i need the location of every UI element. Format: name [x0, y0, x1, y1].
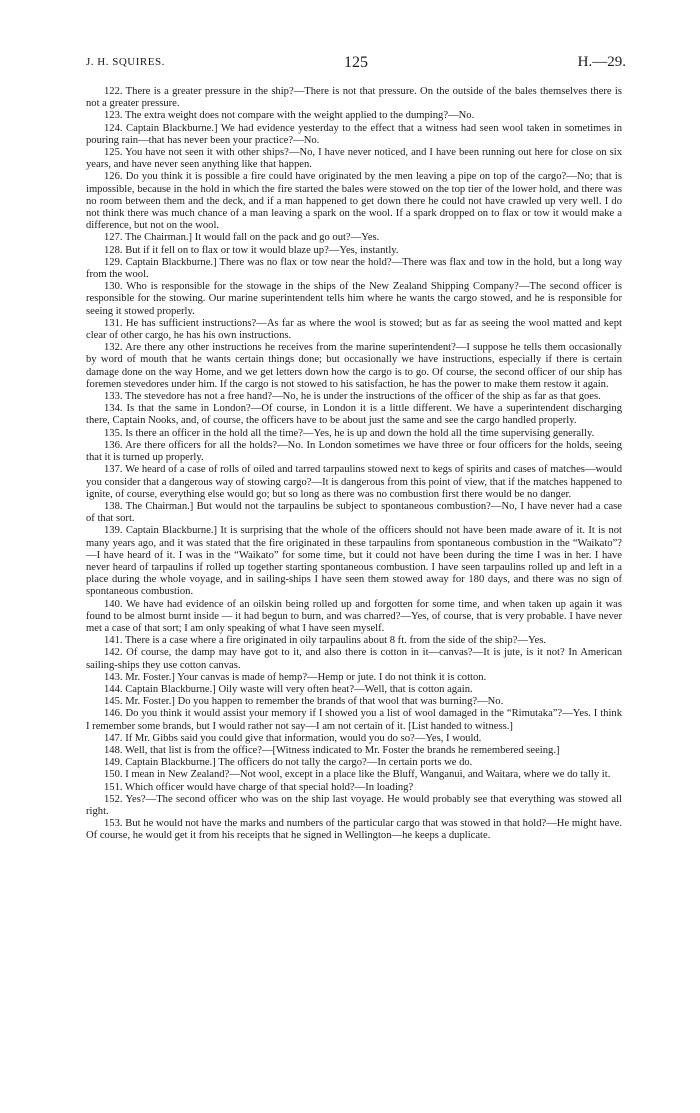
answer-text: —It is dangerous from this point of view, that if the matches happened to ignite, of course, everything else would go; but so long as there was no combustion first there would be no danger. — [86, 476, 622, 500]
answer-text: —Yes, of course, that is very probable. I have never met a case of that sort; I am only speaking of what I have seen myself. — [86, 610, 622, 634]
answer-text: —[Witness indicated to Mr. Foster the brands he remembered seeing.] — [261, 744, 560, 756]
question-text: 137. We heard of a case of rolls of oiled and tarred tarpaulins stowed next to kegs of spirits and cases of matches—would you consider that a dangerous way of stowing cargo? — [86, 464, 622, 488]
answer-text: —Not wool, except in a place like the Bluff, Wanganui, and Waitara, where we do tally it. — [229, 769, 611, 781]
answer-text: —Yes, I would. — [414, 732, 482, 744]
answer-text: —No. — [448, 110, 475, 122]
testimony-paragraph — [86, 635, 622, 647]
testimony-paragraph — [86, 708, 622, 732]
question-text: 138. The Chairman.] But would not the tarpaulins be subject to spontaneous combustion? — [104, 500, 491, 512]
answer-text: —In certain ports we do. — [366, 757, 473, 769]
answer-text: —No. In London sometimes we have three or four officers for the holds, seeing that it is turned up properly. — [86, 439, 622, 464]
question-text: 150. I mean in New Zealand? — [104, 769, 230, 781]
document-code: H.—29. — [577, 54, 626, 70]
answer-text: —No, I have never noticed, and I have been running out here for close on six years, and have never seen anything like that happen. — [86, 147, 622, 171]
answer-text: —I have heard of it. I was in the “Waikato” for some time, but it could not have been during the time I was in her. I have never heard of tarpaulins if rolled up together starting spontaneous combustion. I have seen tarpaulins rolled up and left in a place during the whole voyage, and in sailing-ships I have seen them stowed away for 180 days, and there was no sign of spontaneous combustion. — [86, 549, 622, 598]
question-text: 135. Is there an officer in the hold all the time? — [104, 427, 303, 439]
answer-text: —Well, that is cotton again. — [354, 683, 473, 695]
testimony-paragraph — [86, 769, 622, 781]
question-text: 146. Do you think it would assist your memory if I showed you a list of wool damaged in the “Rimutaka”? — [104, 708, 563, 720]
testimony-paragraph — [86, 342, 622, 391]
answer-text: —No; that is impossible, because in the hold in which the fire started the bales were stowed on the top tier of the lower hold, and there was no room between them and the deck, and if a man happened to get down there he could not have crawled up very well. I do not think there was much chance of a man leaving a spark on the wool. If a spark dropped on to flax or tow it would make a difference, but not on the wool. — [86, 171, 622, 232]
testimony-paragraph — [86, 501, 622, 525]
answer-text: —Of course, in London it is a little different. We have a superintendent discharging there, Captain Nooks, and, of course, the officers have to be about just the same and see the cargo handled properly. — [86, 403, 623, 427]
question-text: 145. Mr. Foster.] Do you happen to remember the brands of that wool that was burning? — [104, 696, 478, 708]
question-text: 147. If Mr. Gibbs said you could give that information, would you do so? — [104, 732, 415, 744]
testimony-paragraph — [86, 281, 622, 318]
answer-text: —There is not that pressure. On the outside of the bales themselves there is not a greater pressure. — [86, 86, 623, 110]
answer-text: —No. — [477, 696, 504, 708]
answer-text: —Yes. — [517, 635, 547, 647]
question-text: 132. Are there any other instructions he receives from the marine superintendent? — [104, 342, 456, 354]
answer-text: —Yes. I think I remember some brands, but I would rather not say—I am not certain of it. [List handed to witness.] — [86, 708, 622, 732]
question-text: 124. Captain Blackburne.] We had evidence yesterday to the effect that a witness had seen wool taken in sometimes in pouring rain—that has never been your practice? — [86, 122, 622, 146]
question-text: 127. The Chairman.] It would fall on the pack and go out? — [104, 232, 351, 244]
testimony-paragraph — [86, 86, 622, 110]
question-text: 133. The stevedore has not a free hand? — [104, 391, 273, 403]
testimony-paragraph — [86, 464, 622, 501]
question-text: 128. But if it fell on to flax or tow it would blaze up? — [104, 244, 329, 256]
question-text: 148. Well, that list is from the office? — [104, 744, 262, 756]
question-text: 134. Is that the same in London? — [104, 403, 251, 415]
testimony-paragraph — [86, 391, 622, 403]
question-text: 131. He has sufficient instructions? — [104, 317, 257, 329]
question-text: 151. Which officer would have charge of that special hold? — [104, 781, 355, 793]
testimony-paragraph — [86, 647, 622, 671]
witness-name: J. H. SQUIRES. — [86, 56, 165, 68]
question-text: 152. Yes? — [104, 793, 146, 805]
testimony-paragraph — [86, 745, 622, 757]
question-text: 153. But he would not have the marks and numbers of the particular cargo that was stowed in that hold? — [104, 818, 547, 830]
testimony-paragraph — [86, 525, 622, 598]
answer-text: —Yes. — [350, 232, 380, 244]
testimony-paragraph — [86, 757, 622, 769]
testimony-paragraph — [86, 696, 622, 708]
answer-text: —He might have. Of course, he would get it from his receipts that he signed in Wellington—he keeps a duplicate. — [86, 818, 622, 842]
testimony-paragraph — [86, 147, 622, 171]
answer-text: —The second officer who was on the ship last voyage. He would probably see that everything was stowed all right. — [86, 793, 622, 817]
testimony-paragraph — [86, 672, 622, 684]
testimony-paragraph — [86, 818, 622, 842]
answer-text: —No. — [293, 134, 320, 146]
testimony-paragraph — [86, 794, 622, 818]
answer-text: —Yes, instantly. — [328, 244, 399, 256]
testimony-paragraph — [86, 110, 622, 122]
question-text: 136. Are there officers for all the holds? — [104, 439, 278, 451]
question-text: 123. The extra weight does not compare with the weight applied to the dumping? — [104, 110, 449, 122]
testimony-paragraph — [86, 599, 622, 636]
answer-text: —Yes, he is up and down the hold all the time supervising generally. — [302, 427, 595, 439]
question-text: 143. Mr. Foster.] Your canvas is made of hemp? — [104, 671, 308, 683]
question-text: 144. Captain Blackburne.] Oily waste will very often heat? — [104, 683, 355, 695]
testimony-paragraph — [86, 403, 622, 427]
testimony-paragraph — [86, 733, 622, 745]
answer-text: —As far as where the wool is stowed; but as far as seeing the wool matted and kept clear of other cargo, he has his own instructions. — [86, 317, 622, 342]
question-text: 122. There is a greater pressure in the ship? — [104, 86, 294, 97]
testimony-paragraph — [86, 123, 622, 147]
answer-text: —It is jute, is it not? In American sailing-ships they use cotton canvas. — [86, 647, 622, 671]
answer-text: —There was flax and tow in the hold, but a long way from the wool. — [86, 256, 622, 281]
question-text: 139. Captain Blackburne.] It is surprising that the whole of the officers should not have been made aware of it. It is not many years ago, and it was stated that the fire originated in these tarpaulins from spontaneous combustion in the “Waikato”? — [86, 525, 622, 549]
page-header — [86, 54, 626, 74]
question-text: 142. Of course, the damp may have got to it, and also there is cotton in it—canvas? — [104, 647, 473, 659]
testimony-paragraph — [86, 440, 622, 464]
answer-text: —No, he is under the instructions of the officer of the ship as far as that goes. — [272, 391, 601, 403]
answer-text: —No, I have never had a case of that sort. — [86, 500, 622, 525]
answer-text: —Hemp or jute. I do not think it is cotton. — [307, 671, 487, 683]
document-body — [86, 86, 622, 843]
question-text: 130. Who is responsible for the stowage in the ships of the New Zealand Shipping Company? — [104, 281, 519, 293]
answer-text: —In loading? — [354, 781, 414, 793]
answer-text: —The second officer is responsible for the stowing. Our marine superintendent tells him where he wants the cargo stowed, and he is responsible for seeing it stowed properly. — [86, 281, 622, 317]
question-text: 141. There is a case where a fire originated in oily tarpaulins about 8 ft. from the side of the ship? — [104, 635, 518, 647]
testimony-paragraph — [86, 171, 622, 232]
answer-text: —I suppose he tells them occasionally by word of mouth that he wants certain things done; but occasionally we have instructions, especially if there is certain damage done on the way Home, and we get letters down how the cargo is to go. Of course, the second officer of our ship has foremen stevedores under him. If the cargo is not stowed to his satisfaction, he has the power to make them restow it again. — [86, 342, 622, 390]
question-text: 129. Captain Blackburne.] There was no flax or tow near the hold? — [104, 256, 392, 268]
testimony-paragraph — [86, 257, 622, 281]
question-text: 140. We have had evidence of an oilskin being rolled up and forgotten for some time, and when taken up again it was found to be almost burnt inside — it had begun to burn, and was charred? — [86, 598, 622, 622]
testimony-paragraph — [86, 232, 622, 244]
testimony-paragraph — [86, 782, 622, 794]
testimony-paragraph — [86, 245, 622, 257]
question-text: 149. Captain Blackburne.] The officers do not tally the cargo? — [104, 757, 367, 769]
testimony-paragraph — [86, 428, 622, 440]
page-number: 125 — [344, 54, 368, 71]
testimony-paragraph — [86, 684, 622, 696]
question-text: 125. You have not seen it with other ships? — [104, 147, 289, 159]
testimony-paragraph — [86, 318, 622, 342]
question-text: 126. Do you think it is possible a fire could have originated by the men leaving a pipe on top of the cargo? — [104, 171, 567, 183]
